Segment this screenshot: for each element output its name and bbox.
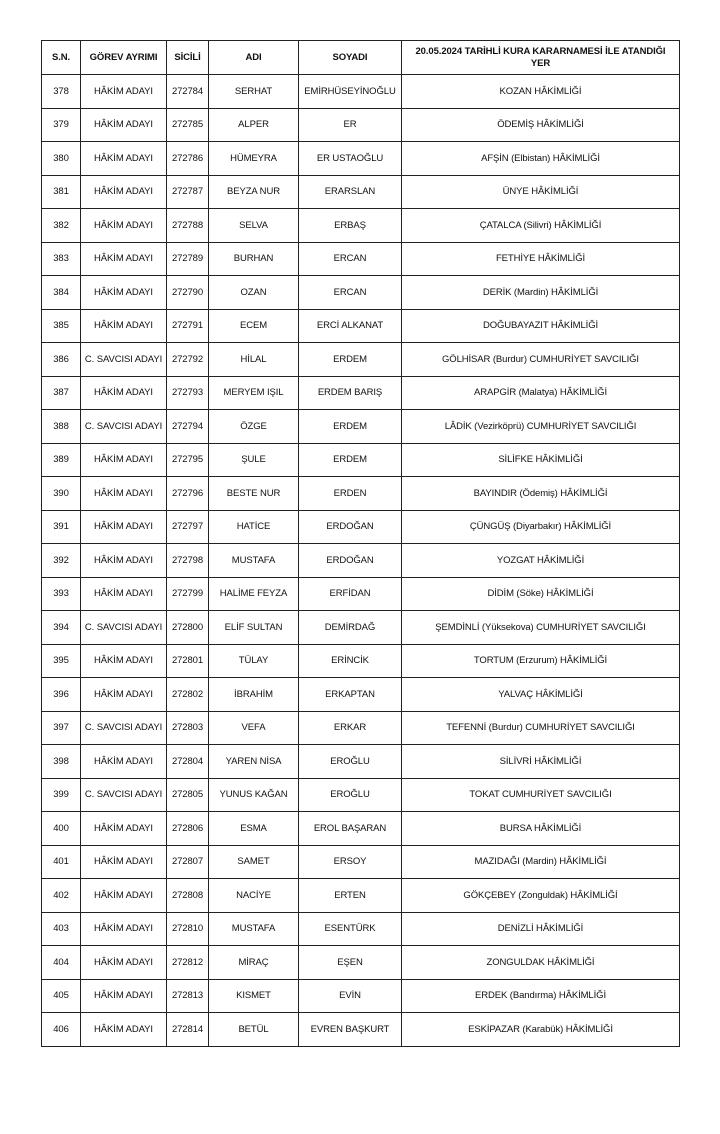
cell-sicili: 272813 xyxy=(167,979,209,1013)
cell-adi: ALPER xyxy=(209,108,299,142)
cell-sn: 387 xyxy=(42,376,81,410)
table-row xyxy=(42,477,680,511)
cell-sicili: 272810 xyxy=(167,912,209,946)
table-row xyxy=(42,410,680,444)
cell-adi: YAREN NİSA xyxy=(209,745,299,779)
cell-adi: YUNUS KAĞAN xyxy=(209,778,299,812)
cell-sn: 392 xyxy=(42,544,81,578)
cell-gorev-ayrimi: HÂKİM ADAYI xyxy=(81,946,167,980)
cell-adi: VEFA xyxy=(209,711,299,745)
cell-soyadi: ERCAN xyxy=(299,276,402,310)
table-row xyxy=(42,443,680,477)
cell-soyadi: ERDEN xyxy=(299,477,402,511)
cell-sn: 381 xyxy=(42,175,81,209)
cell-atandigi-yer: BURSA HÂKİMLİĞİ xyxy=(402,812,680,846)
cell-sicili: 272786 xyxy=(167,142,209,176)
cell-adi: İBRAHİM xyxy=(209,678,299,712)
cell-soyadi: ERİNCİK xyxy=(299,644,402,678)
cell-soyadi: ERDEM BARIŞ xyxy=(299,376,402,410)
cell-gorev-ayrimi: HÂKİM ADAYI xyxy=(81,745,167,779)
cell-adi: KISMET xyxy=(209,979,299,1013)
cell-adi: HALİME FEYZA xyxy=(209,577,299,611)
table-row xyxy=(42,745,680,779)
cell-sicili: 272799 xyxy=(167,577,209,611)
cell-soyadi: ER xyxy=(299,108,402,142)
header-sn: S.N. xyxy=(42,41,81,75)
cell-atandigi-yer: ARAPGİR (Malatya) HÂKİMLİĞİ xyxy=(402,376,680,410)
cell-soyadi: EROL BAŞARAN xyxy=(299,812,402,846)
cell-atandigi-yer: SİLİVRİ HÂKİMLİĞİ xyxy=(402,745,680,779)
table-row xyxy=(42,678,680,712)
header-row xyxy=(42,41,680,75)
table-row xyxy=(42,711,680,745)
table-row xyxy=(42,343,680,377)
cell-sicili: 272796 xyxy=(167,477,209,511)
cell-atandigi-yer: YALVAÇ HÂKİMLİĞİ xyxy=(402,678,680,712)
cell-sn: 391 xyxy=(42,510,81,544)
cell-soyadi: EROĞLU xyxy=(299,745,402,779)
header-gorev-ayrimi: GÖREV AYRIMI xyxy=(81,41,167,75)
cell-adi: SELVA xyxy=(209,209,299,243)
cell-soyadi: ERDEM xyxy=(299,443,402,477)
cell-sicili: 272806 xyxy=(167,812,209,846)
table-row xyxy=(42,912,680,946)
cell-soyadi: ERDEM xyxy=(299,410,402,444)
cell-sn: 385 xyxy=(42,309,81,343)
cell-sicili: 272797 xyxy=(167,510,209,544)
cell-soyadi: ERCAN xyxy=(299,242,402,276)
table-row xyxy=(42,75,680,109)
cell-atandigi-yer: TEFENNİ (Burdur) CUMHURİYET SAVCILIĞI xyxy=(402,711,680,745)
cell-adi: MERYEM IŞIL xyxy=(209,376,299,410)
cell-sicili: 272802 xyxy=(167,678,209,712)
cell-sn: 397 xyxy=(42,711,81,745)
cell-gorev-ayrimi: HÂKİM ADAYI xyxy=(81,544,167,578)
table-row xyxy=(42,108,680,142)
cell-atandigi-yer: DOĞUBAYAZIT HÂKİMLİĞİ xyxy=(402,309,680,343)
cell-adi: ECEM xyxy=(209,309,299,343)
cell-gorev-ayrimi: HÂKİM ADAYI xyxy=(81,510,167,544)
cell-sicili: 272800 xyxy=(167,611,209,645)
table-row xyxy=(42,879,680,913)
cell-gorev-ayrimi: HÂKİM ADAYI xyxy=(81,309,167,343)
cell-soyadi: ERKAR xyxy=(299,711,402,745)
assignment-table xyxy=(41,40,680,1047)
cell-sicili: 272795 xyxy=(167,443,209,477)
table-row xyxy=(42,845,680,879)
cell-gorev-ayrimi: HÂKİM ADAYI xyxy=(81,1013,167,1047)
cell-atandigi-yer: GÖKÇEBEY (Zonguldak) HÂKİMLİĞİ xyxy=(402,879,680,913)
cell-adi: BESTE NUR xyxy=(209,477,299,511)
cell-soyadi: ERKAPTAN xyxy=(299,678,402,712)
cell-atandigi-yer: ÇÜNGÜŞ (Diyarbakır) HÂKİMLİĞİ xyxy=(402,510,680,544)
cell-sicili: 272785 xyxy=(167,108,209,142)
table-row xyxy=(42,946,680,980)
cell-atandigi-yer: BAYINDIR (Ödemiş) HÂKİMLİĞİ xyxy=(402,477,680,511)
cell-sn: 384 xyxy=(42,276,81,310)
cell-sicili: 272792 xyxy=(167,343,209,377)
cell-atandigi-yer: DERİK (Mardin) HÂKİMLİĞİ xyxy=(402,276,680,310)
table-row xyxy=(42,209,680,243)
cell-sn: 401 xyxy=(42,845,81,879)
table-row xyxy=(42,644,680,678)
cell-atandigi-yer: AFŞİN (Elbistan) HÂKİMLİĞİ xyxy=(402,142,680,176)
cell-sn: 379 xyxy=(42,108,81,142)
cell-sn: 393 xyxy=(42,577,81,611)
cell-gorev-ayrimi: C. SAVCISI ADAYI xyxy=(81,611,167,645)
cell-gorev-ayrimi: HÂKİM ADAYI xyxy=(81,812,167,846)
cell-sn: 406 xyxy=(42,1013,81,1047)
cell-gorev-ayrimi: HÂKİM ADAYI xyxy=(81,242,167,276)
cell-atandigi-yer: ÇATALCA (Silivri) HÂKİMLİĞİ xyxy=(402,209,680,243)
cell-gorev-ayrimi: HÂKİM ADAYI xyxy=(81,577,167,611)
cell-sicili: 272791 xyxy=(167,309,209,343)
table-row xyxy=(42,979,680,1013)
cell-gorev-ayrimi: HÂKİM ADAYI xyxy=(81,443,167,477)
cell-gorev-ayrimi: C. SAVCISI ADAYI xyxy=(81,343,167,377)
cell-soyadi: EŞEN xyxy=(299,946,402,980)
cell-sicili: 272798 xyxy=(167,544,209,578)
cell-sicili: 272788 xyxy=(167,209,209,243)
cell-sicili: 272812 xyxy=(167,946,209,980)
cell-sicili: 272787 xyxy=(167,175,209,209)
cell-gorev-ayrimi: HÂKİM ADAYI xyxy=(81,108,167,142)
cell-adi: MUSTAFA xyxy=(209,912,299,946)
cell-adi: ÖZGE xyxy=(209,410,299,444)
cell-soyadi: DEMİRDAĞ xyxy=(299,611,402,645)
cell-atandigi-yer: DENİZLİ HÂKİMLİĞİ xyxy=(402,912,680,946)
cell-sn: 390 xyxy=(42,477,81,511)
cell-gorev-ayrimi: HÂKİM ADAYI xyxy=(81,142,167,176)
table-row xyxy=(42,812,680,846)
cell-atandigi-yer: ESKİPAZAR (Karabük) HÂKİMLİĞİ xyxy=(402,1013,680,1047)
cell-sn: 403 xyxy=(42,912,81,946)
cell-gorev-ayrimi: HÂKİM ADAYI xyxy=(81,912,167,946)
cell-sn: 399 xyxy=(42,778,81,812)
cell-gorev-ayrimi: HÂKİM ADAYI xyxy=(81,979,167,1013)
cell-soyadi: ERDOĞAN xyxy=(299,544,402,578)
cell-soyadi: ERDOĞAN xyxy=(299,510,402,544)
cell-atandigi-yer: ÜNYE HÂKİMLİĞİ xyxy=(402,175,680,209)
cell-soyadi: ERFİDAN xyxy=(299,577,402,611)
cell-sn: 386 xyxy=(42,343,81,377)
cell-sicili: 272801 xyxy=(167,644,209,678)
cell-soyadi: ERCİ ALKANAT xyxy=(299,309,402,343)
cell-soyadi: EMİRHÜSEYİNOĞLU xyxy=(299,75,402,109)
table-row xyxy=(42,276,680,310)
header-atandigi-yer: 20.05.2024 TARİHLİ KURA KARARNAMESİ İLE ATANDIĞI YER xyxy=(402,41,680,75)
cell-soyadi: EROĞLU xyxy=(299,778,402,812)
cell-soyadi: EVİN xyxy=(299,979,402,1013)
table-row xyxy=(42,778,680,812)
header-sicili: SİCİLİ xyxy=(167,41,209,75)
cell-atandigi-yer: ZONGULDAK HÂKİMLİĞİ xyxy=(402,946,680,980)
cell-sn: 380 xyxy=(42,142,81,176)
cell-gorev-ayrimi: C. SAVCISI ADAYI xyxy=(81,711,167,745)
cell-gorev-ayrimi: HÂKİM ADAYI xyxy=(81,376,167,410)
cell-adi: ESMA xyxy=(209,812,299,846)
cell-gorev-ayrimi: HÂKİM ADAYI xyxy=(81,175,167,209)
cell-atandigi-yer: MAZIDAĞI (Mardin) HÂKİMLİĞİ xyxy=(402,845,680,879)
cell-sn: 402 xyxy=(42,879,81,913)
cell-atandigi-yer: TORTUM (Erzurum) HÂKİMLİĞİ xyxy=(402,644,680,678)
cell-gorev-ayrimi: HÂKİM ADAYI xyxy=(81,845,167,879)
cell-sicili: 272794 xyxy=(167,410,209,444)
table-row xyxy=(42,611,680,645)
cell-atandigi-yer: FETHİYE HÂKİMLİĞİ xyxy=(402,242,680,276)
table-body xyxy=(42,75,680,1047)
table-row xyxy=(42,544,680,578)
table-row xyxy=(42,577,680,611)
cell-soyadi: ER USTAOĞLU xyxy=(299,142,402,176)
cell-sn: 405 xyxy=(42,979,81,1013)
cell-sn: 382 xyxy=(42,209,81,243)
cell-sn: 398 xyxy=(42,745,81,779)
cell-adi: TÜLAY xyxy=(209,644,299,678)
cell-sn: 378 xyxy=(42,75,81,109)
cell-soyadi: ERBAŞ xyxy=(299,209,402,243)
cell-atandigi-yer: ERDEK (Bandırma) HÂKİMLİĞİ xyxy=(402,979,680,1013)
cell-atandigi-yer: TOKAT CUMHURİYET SAVCILIĞI xyxy=(402,778,680,812)
cell-gorev-ayrimi: HÂKİM ADAYI xyxy=(81,209,167,243)
cell-soyadi: ERDEM xyxy=(299,343,402,377)
cell-soyadi: ERARSLAN xyxy=(299,175,402,209)
cell-sicili: 272793 xyxy=(167,376,209,410)
header-adi: ADI xyxy=(209,41,299,75)
cell-sn: 396 xyxy=(42,678,81,712)
table-row xyxy=(42,376,680,410)
cell-gorev-ayrimi: HÂKİM ADAYI xyxy=(81,75,167,109)
table-row xyxy=(42,175,680,209)
cell-atandigi-yer: ÖDEMİŞ HÂKİMLİĞİ xyxy=(402,108,680,142)
cell-adi: BURHAN xyxy=(209,242,299,276)
cell-adi: BEYZA NUR xyxy=(209,175,299,209)
cell-sicili: 272789 xyxy=(167,242,209,276)
cell-soyadi: ERTEN xyxy=(299,879,402,913)
cell-sn: 394 xyxy=(42,611,81,645)
cell-sicili: 272807 xyxy=(167,845,209,879)
table-row xyxy=(42,142,680,176)
cell-adi: HATİCE xyxy=(209,510,299,544)
cell-sicili: 272805 xyxy=(167,778,209,812)
cell-atandigi-yer: KOZAN HÂKİMLİĞİ xyxy=(402,75,680,109)
cell-adi: ELİF SULTAN xyxy=(209,611,299,645)
cell-sicili: 272808 xyxy=(167,879,209,913)
cell-gorev-ayrimi: HÂKİM ADAYI xyxy=(81,644,167,678)
cell-atandigi-yer: LÂDİK (Vezirköprü) CUMHURİYET SAVCILIĞI xyxy=(402,410,680,444)
cell-adi: SERHAT xyxy=(209,75,299,109)
cell-adi: HİLAL xyxy=(209,343,299,377)
cell-adi: NACİYE xyxy=(209,879,299,913)
table-row xyxy=(42,242,680,276)
cell-soyadi: EVREN BAŞKURT xyxy=(299,1013,402,1047)
cell-sicili: 272814 xyxy=(167,1013,209,1047)
cell-sn: 389 xyxy=(42,443,81,477)
cell-atandigi-yer: YOZGAT HÂKİMLİĞİ xyxy=(402,544,680,578)
cell-gorev-ayrimi: HÂKİM ADAYI xyxy=(81,879,167,913)
cell-sicili: 272804 xyxy=(167,745,209,779)
cell-adi: HÜMEYRA xyxy=(209,142,299,176)
cell-adi: MİRAÇ xyxy=(209,946,299,980)
cell-gorev-ayrimi: HÂKİM ADAYI xyxy=(81,276,167,310)
cell-sicili: 272803 xyxy=(167,711,209,745)
table-row xyxy=(42,510,680,544)
table-header xyxy=(42,41,680,75)
cell-gorev-ayrimi: C. SAVCISI ADAYI xyxy=(81,778,167,812)
cell-adi: SAMET xyxy=(209,845,299,879)
cell-adi: BETÜL xyxy=(209,1013,299,1047)
cell-adi: OZAN xyxy=(209,276,299,310)
header-soyadi: SOYADI xyxy=(299,41,402,75)
cell-adi: ŞULE xyxy=(209,443,299,477)
cell-sn: 388 xyxy=(42,410,81,444)
cell-sn: 383 xyxy=(42,242,81,276)
cell-sn: 404 xyxy=(42,946,81,980)
cell-sn: 395 xyxy=(42,644,81,678)
cell-atandigi-yer: SİLİFKE HÂKİMLİĞİ xyxy=(402,443,680,477)
cell-soyadi: ERSOY xyxy=(299,845,402,879)
cell-sicili: 272784 xyxy=(167,75,209,109)
cell-sicili: 272790 xyxy=(167,276,209,310)
table-row xyxy=(42,1013,680,1047)
cell-adi: MUSTAFA xyxy=(209,544,299,578)
cell-gorev-ayrimi: C. SAVCISI ADAYI xyxy=(81,410,167,444)
cell-atandigi-yer: GÖLHİSAR (Burdur) CUMHURİYET SAVCILIĞI xyxy=(402,343,680,377)
cell-soyadi: ESENTÜRK xyxy=(299,912,402,946)
table-row xyxy=(42,309,680,343)
cell-gorev-ayrimi: HÂKİM ADAYI xyxy=(81,477,167,511)
cell-atandigi-yer: DİDİM (Söke) HÂKİMLİĞİ xyxy=(402,577,680,611)
cell-atandigi-yer: ŞEMDİNLİ (Yüksekova) CUMHURİYET SAVCILIĞI xyxy=(402,611,680,645)
cell-sn: 400 xyxy=(42,812,81,846)
cell-gorev-ayrimi: HÂKİM ADAYI xyxy=(81,678,167,712)
